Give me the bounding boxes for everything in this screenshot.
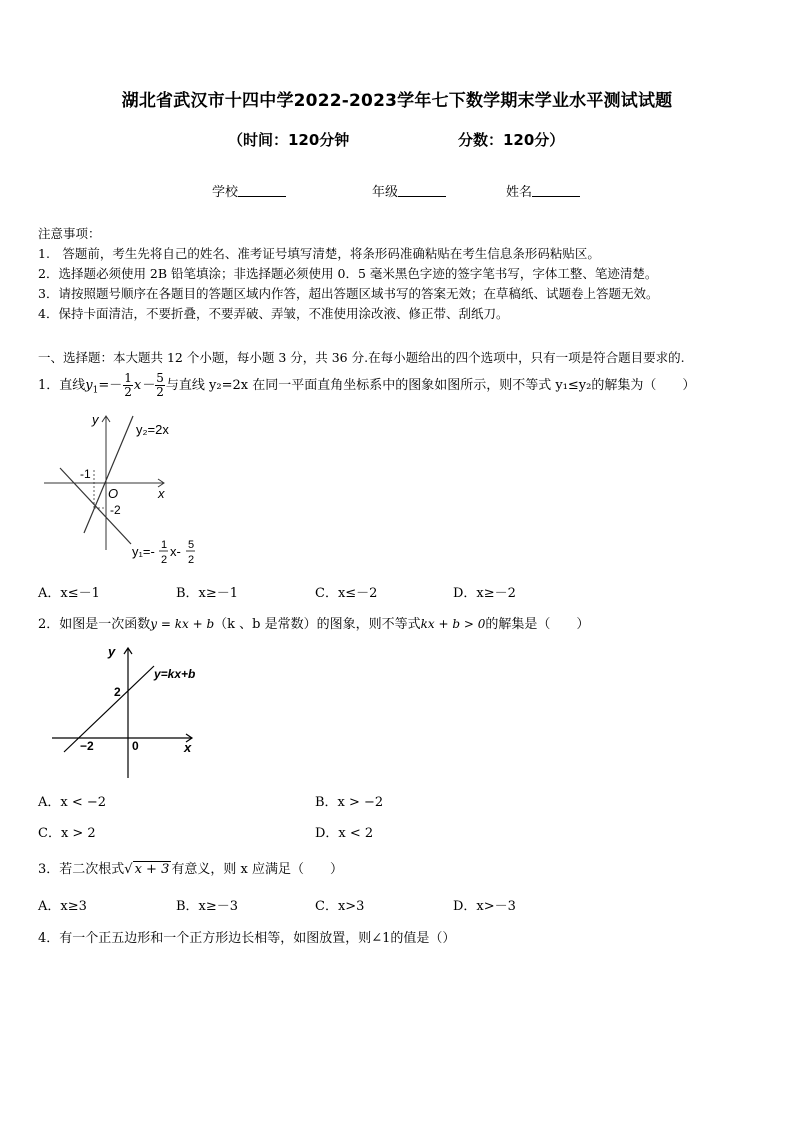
- q2-func: y = kx + b: [150, 617, 215, 631]
- name-label: 姓名: [506, 185, 533, 200]
- notes-block: [38, 224, 658, 324]
- page-title: 湖北省武汉市十四中学2022-2023学年七下数学期末学业水平测试试题: [121, 91, 673, 111]
- q1-x-label: x: [158, 486, 165, 501]
- q1-y1-den2: 2: [188, 554, 195, 566]
- q1-frac-1-num: 1: [124, 371, 132, 385]
- q1-y1-label-head: y₁=-: [132, 544, 155, 559]
- q2-suffix: 的解集是（ ）: [485, 617, 590, 632]
- q2-option-d[interactable]: D．x < 2: [315, 826, 374, 841]
- q2-ineq: kx + b > 0: [420, 617, 486, 631]
- q1-y1-den1: 2: [161, 554, 168, 566]
- q1-tick-minus2: -2: [110, 503, 121, 517]
- q1-y: y: [85, 378, 93, 393]
- exam-score: 分数：120分）: [458, 131, 565, 149]
- q2-mid: （k 、b 是常数）的图象，则不等式: [214, 617, 421, 632]
- name-field: [506, 181, 580, 200]
- q1-option-a[interactable]: A．x≤－1: [38, 586, 100, 601]
- q1-y1-num1: 1: [161, 539, 168, 551]
- school-label: 学校: [212, 185, 239, 200]
- q3-option-d[interactable]: D．x>－3: [453, 899, 516, 914]
- q1-tick-minus1: -1: [80, 467, 91, 481]
- q1-y1-label: [132, 539, 195, 566]
- q3-option-b[interactable]: B．x≥－3: [176, 899, 239, 914]
- q1-xminus: x－: [133, 378, 155, 393]
- grade-label: 年级: [372, 185, 399, 200]
- grade-blank: [398, 184, 446, 197]
- q1-y-sub: 1: [92, 385, 99, 396]
- q2-graph: [46, 640, 216, 782]
- school-field: [212, 181, 286, 200]
- q1-line-y2: [84, 416, 133, 533]
- question-1: [38, 372, 695, 399]
- q1-y2-label: y₂=2x: [136, 422, 169, 437]
- note-item: 3．请按照题号顺序在各题目的答题区域内作答，超出答题区域书写的答案无效；在草稿纸、试题卷上答题无效。: [38, 286, 659, 301]
- q1-option-b[interactable]: B．x≥－1: [176, 586, 239, 601]
- q1-prefix: 1．直线: [38, 378, 86, 393]
- q1-option-d[interactable]: D．x≥－2: [453, 586, 516, 601]
- section-heading: 一、选择题：本大题共 12 个小题，每小题 3 分，共 36 分.在每小题给出的四个选项中，只有一项是符合题目要求的.: [38, 350, 685, 365]
- question-4: 4．有一个正五边形和一个正方形边长相等，如图放置，则∠1的值是（）: [38, 931, 456, 946]
- q1-frac-2-num: 5: [156, 371, 164, 385]
- q2-line: [64, 666, 154, 752]
- notes-heading: 注意事项：: [38, 226, 101, 241]
- q1-frac-1: [123, 372, 133, 399]
- q3-suffix: 有意义，则 x 应满足（ ）: [171, 862, 343, 877]
- q1-frac-2-den: 2: [156, 385, 164, 399]
- q2-prefix: 2．如图是一次函数: [38, 617, 151, 632]
- q3-radicand: x + 3: [134, 862, 170, 877]
- question-3: [38, 858, 343, 877]
- question-2: [38, 613, 589, 632]
- q1-frac-2: [155, 372, 165, 399]
- q1-option-c[interactable]: C．x≤－2: [315, 586, 378, 601]
- q3-prefix: 3．若二次根式: [38, 862, 125, 877]
- q1-suffix: 与直线 y₂=2x 在同一平面直角坐标系中的图象如图所示，则不等式 y₁≤y₂的解集为（ ）: [165, 378, 696, 393]
- note-item: 2．选择题必须使用 2B 铅笔填涂；非选择题必须使用 0．5 毫米黑色字迹的签字笔书写，字体工整、笔迹清楚。: [38, 266, 658, 281]
- exam-time: （时间：120分钟: [228, 131, 350, 149]
- q1-y-label: y: [92, 412, 99, 427]
- q2-option-c[interactable]: C．x > 2: [38, 826, 96, 841]
- q2-line-label: y=kx+b: [154, 667, 196, 681]
- q2-origin-label: 0: [132, 739, 139, 753]
- q2-tick-2: 2: [114, 685, 121, 699]
- note-item: 1. 答题前，考生先将自己的姓名、准考证号填写清楚，将条形码准确粘贴在考生信息条形码粘贴区。: [38, 246, 600, 261]
- q1-y1-num2: 5: [188, 539, 195, 551]
- q1-eq: =－: [98, 378, 123, 393]
- q1-graph: [36, 408, 216, 573]
- q2-option-b[interactable]: B．x > −2: [315, 795, 384, 810]
- grade-field: [372, 181, 446, 200]
- note-item: 4．保持卡面清洁，不要折叠，不要弄破、弄皱，不准使用涂改液、修正带、刮纸刀。: [38, 306, 509, 321]
- q1-frac-1-den: 2: [124, 385, 132, 399]
- q2-y-label: y: [108, 644, 116, 659]
- name-blank: [532, 184, 580, 197]
- q1-origin-label: O: [108, 486, 119, 501]
- q3-option-a[interactable]: A．x≥3: [38, 899, 87, 914]
- q2-tick-minus2: −2: [80, 739, 94, 753]
- q2-x-label: x: [184, 740, 192, 755]
- school-blank: [238, 184, 286, 197]
- q3-option-c[interactable]: C．x>3: [315, 899, 365, 914]
- sqrt-icon: √: [124, 862, 133, 877]
- q1-y1-label-tail: x-: [170, 544, 181, 559]
- q2-option-a[interactable]: A．x < −2: [38, 795, 107, 810]
